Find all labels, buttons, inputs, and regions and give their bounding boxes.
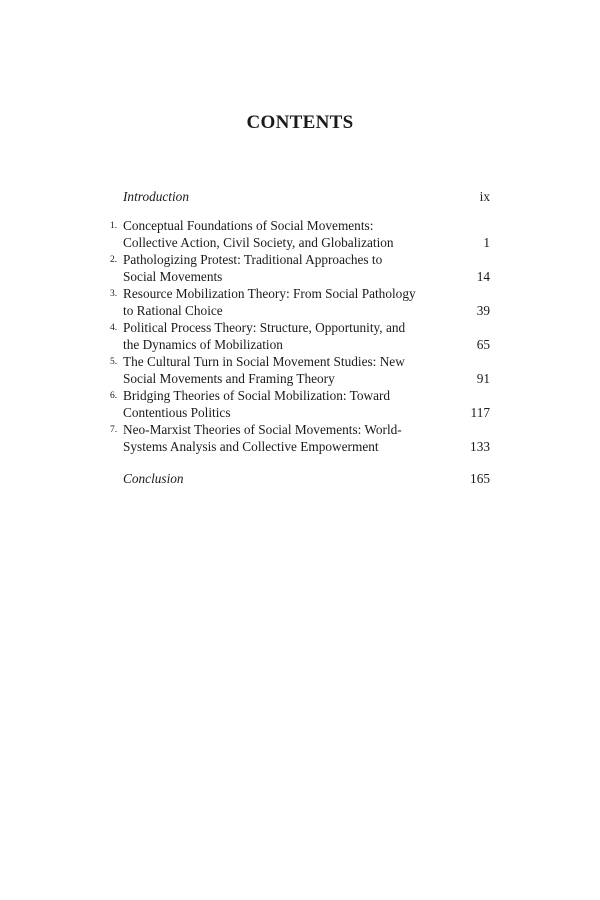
chapter-number: 2.: [110, 255, 118, 265]
entry-title-line: The Cultural Turn in Social Movement Studies: New: [123, 354, 405, 369]
chapter-number: 6.: [110, 391, 118, 401]
toc-entry-chapter-2[interactable]: [110, 251, 490, 285]
chapter-number: 4.: [110, 323, 118, 333]
entry-page-number: 39: [476, 303, 490, 318]
toc-entry-chapter-7[interactable]: [110, 421, 490, 455]
entry-title: [123, 470, 470, 487]
toc-entry-chapter-6[interactable]: [110, 387, 490, 421]
entry-title-line: Resource Mobilization Theory: From Social Pathology: [123, 286, 416, 301]
entry-title-line: Social Movements: [123, 269, 223, 284]
entry-title: [123, 387, 471, 421]
entry-page-number: ix: [479, 189, 490, 204]
entry-title-line: Systems Analysis and Collective Empowerment: [123, 439, 379, 454]
entry-title-line: Pathologizing Protest: Traditional Approaches to: [123, 252, 383, 267]
chapter-number: 1.: [110, 221, 118, 231]
entry-title-line: Bridging Theories of Social Mobilization: Toward: [123, 388, 391, 403]
entry-number-spacer: [110, 470, 123, 471]
entry-title-line: Social Movements and Framing Theory: [123, 371, 335, 386]
entry-title-line: Contentious Politics: [123, 405, 231, 420]
entry-page-number: 91: [476, 371, 490, 386]
entry-title-line: to Rational Choice: [123, 303, 223, 318]
entry-page-number: 14: [476, 269, 490, 284]
entry-title: [123, 319, 477, 353]
entry-title: [123, 421, 470, 455]
chapter-number: 7.: [110, 425, 118, 435]
chapter-number: 5.: [110, 357, 118, 367]
entry-page-number: 1: [483, 235, 490, 250]
toc-entry-chapter-1[interactable]: [110, 217, 490, 251]
entry-title-line: Political Process Theory: Structure, Opportunity, and: [123, 320, 406, 335]
entry-title-line: Collective Action, Civil Society, and Globalization: [123, 235, 394, 250]
entry-title: [123, 251, 477, 285]
entry-title-line: Introduction: [123, 189, 189, 204]
entry-title-line: Conclusion: [123, 471, 184, 486]
entry-title: [123, 285, 477, 319]
toc-entry-introduction[interactable]: [110, 188, 490, 205]
entry-title-line: Neo-Marxist Theories of Social Movements: World-: [123, 422, 402, 437]
page-title: CONTENTS: [246, 112, 354, 133]
entry-page-number: 65: [476, 337, 490, 352]
entry-title: [123, 353, 477, 387]
entry-title: [123, 188, 480, 205]
entry-number-spacer: [110, 188, 123, 189]
toc-entry-conclusion[interactable]: [110, 470, 490, 487]
toc-entry-chapter-3[interactable]: [110, 285, 490, 319]
entry-page-number: 117: [470, 405, 490, 420]
entry-page-number: 133: [470, 439, 490, 454]
toc-entry-chapter-5[interactable]: [110, 353, 490, 387]
chapter-number: 3.: [110, 289, 118, 299]
entry-title: [123, 217, 483, 251]
table-of-contents: [110, 188, 490, 487]
entry-title-line: Conceptual Foundations of Social Movements:: [123, 218, 374, 233]
entry-title-line: the Dynamics of Mobilization: [123, 337, 283, 352]
entry-page-number: 165: [470, 471, 490, 486]
toc-entry-chapter-4[interactable]: [110, 319, 490, 353]
